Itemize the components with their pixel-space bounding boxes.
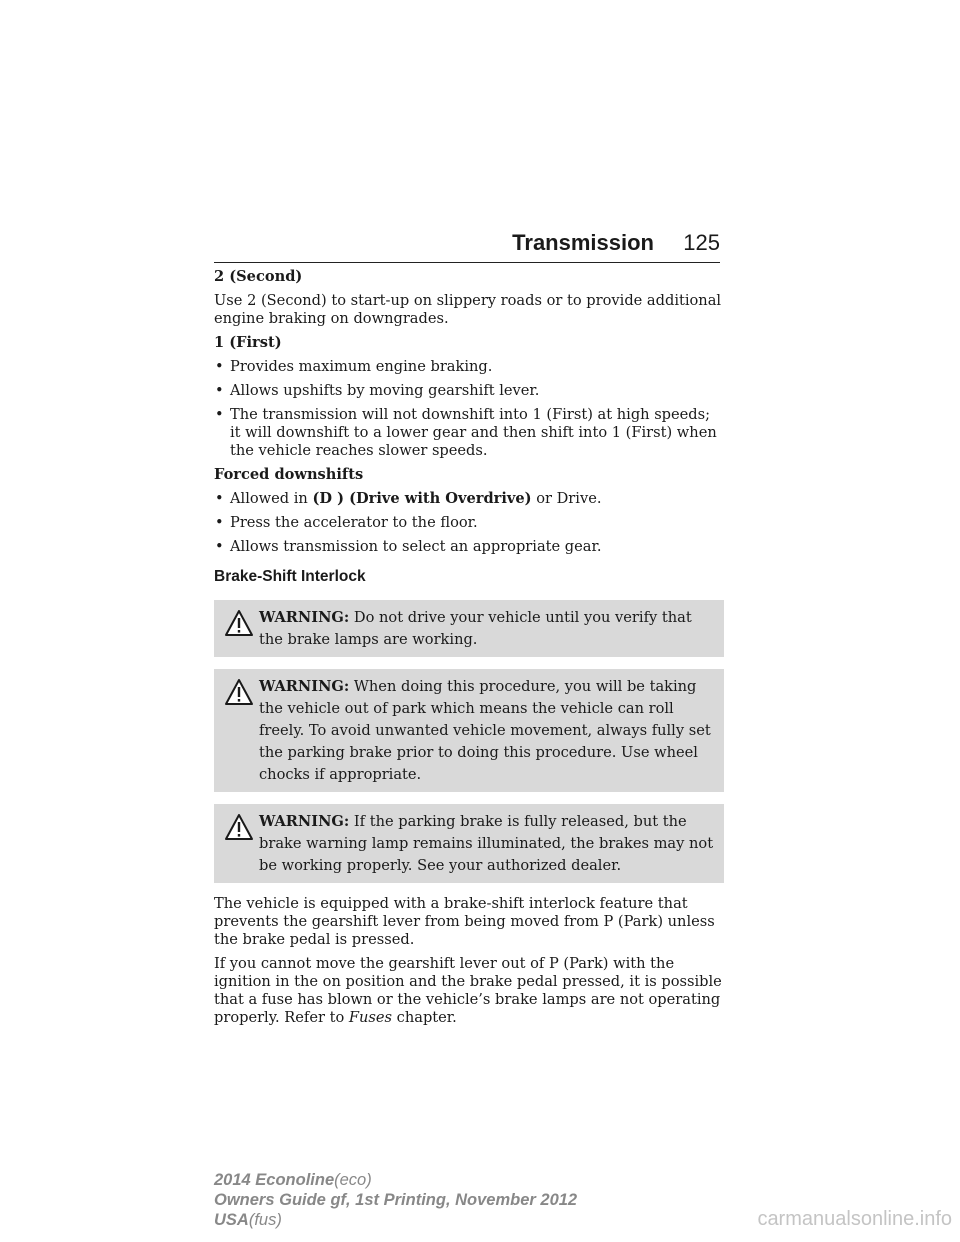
footer-market-code: (fus) (248, 1211, 282, 1229)
footer-market: USA (214, 1211, 249, 1229)
list-item: • Allows upshifts by moving gearshift lever. (215, 382, 540, 399)
list-item: • Allows transmission to select an appropriate gear. (215, 538, 602, 555)
warning-label: WARNING: (259, 609, 350, 626)
page-number: 125 (683, 230, 720, 255)
warning-text: When doing this procedure, you will be taking the vehicle out of park which means the vehicle can roll freely. To avoid unwanted vehicle movement, always fully set the parking brake prior to doing this procedure. Use wheel chocks if appropriate. (259, 678, 711, 783)
first-gear-heading: 1 (First) (214, 334, 282, 351)
second-gear-heading: 2 (Second) (214, 268, 303, 285)
page-content (214, 268, 724, 1033)
forced-downshifts-heading: Forced downshifts (214, 466, 364, 483)
footer-model: 2014 Econoline (214, 1171, 335, 1189)
list-item: • Provides maximum engine braking. (215, 358, 493, 375)
list-item: • Allowed in (D ) (Drive with Overdrive) or Drive. (215, 490, 602, 507)
second-gear-text: Use 2 (Second) to start-up on slippery roads or to provide additional engine braking on downgrades. (214, 292, 722, 327)
page-header (214, 228, 720, 263)
watermark: carmanualsonline.info (757, 1208, 952, 1230)
page-footer (214, 1170, 577, 1230)
interlock-troubleshooting: If you cannot move the gearshift lever out of P (Park) with the ignition in the on position and the brake pedal pressed, it is possible that a fuse has blown or the vehicle’s brake lamps are not operating properly. Refer to Fuses chapter. (214, 955, 722, 1026)
warning-triangle-icon (224, 813, 254, 841)
list-item: • Press the accelerator to the floor. (215, 514, 478, 531)
interlock-description: The vehicle is equipped with a brake-shift interlock feature that prevents the gearshift lever from being moved from P (Park) unless the brake pedal is pressed. (214, 895, 715, 948)
warning-box (214, 669, 724, 792)
warning-label: WARNING: (259, 678, 350, 695)
warning-text: Do not drive your vehicle until you verify that the brake lamps are working. (259, 609, 692, 648)
warning-label: WARNING: (259, 813, 350, 830)
warning-triangle-icon (224, 609, 254, 637)
warning-text: If the parking brake is fully released, but the brake warning lamp remains illuminated, the brakes may not be working properly. See your authorized dealer. (259, 813, 714, 874)
section-title: Brake-Shift Interlock (214, 568, 366, 585)
fuses-chapter-reference: Fuses (348, 1009, 393, 1026)
warning-triangle-icon (224, 678, 254, 706)
drive-overdrive-term: (D ) (Drive with Overdrive) (312, 490, 532, 507)
warning-box (214, 804, 724, 883)
footer-model-code: (eco) (334, 1171, 372, 1189)
chapter-title: Transmission (512, 230, 654, 255)
footer-guide: Owners Guide gf, 1st Printing, November 2012 (214, 1191, 578, 1209)
warning-box (214, 600, 724, 657)
list-item: • The transmission will not downshift into 1 (First) at high speeds; it will downshift to a lower gear and then shift into 1 (First) when the vehicle reaches slower speeds. (215, 406, 717, 459)
